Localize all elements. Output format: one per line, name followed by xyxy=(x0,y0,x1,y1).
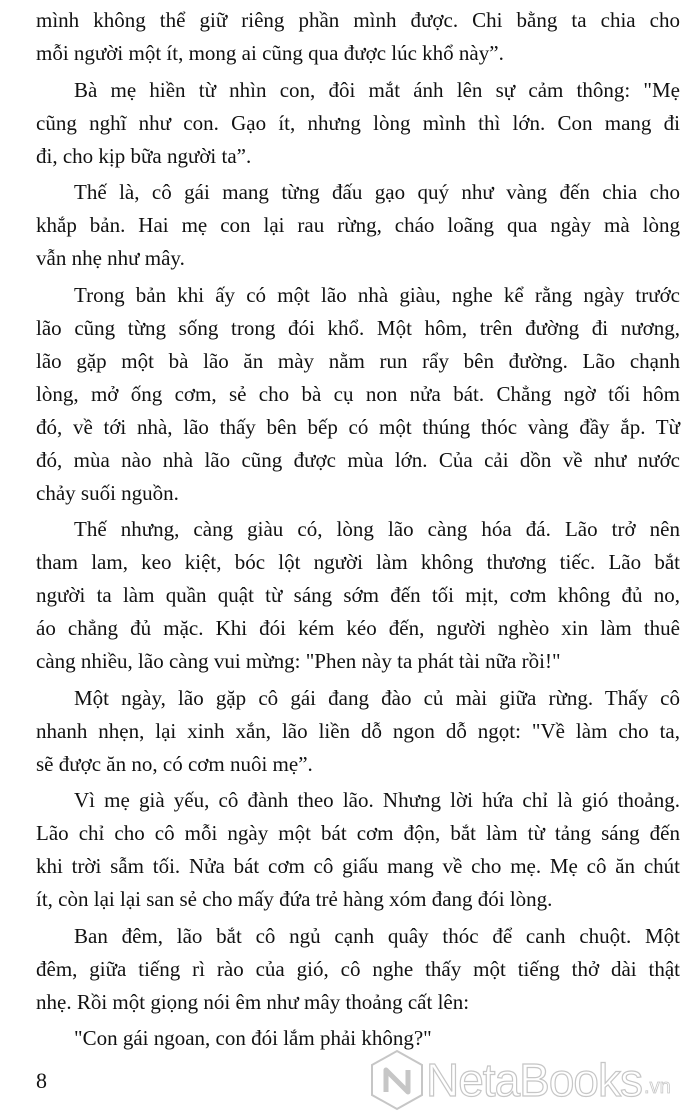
text-line: Lão chỉ cho cô mỗi ngày một bát cơm độn, bắt làm từ tảng sáng đến xyxy=(36,821,680,845)
text-line: Vì mẹ già yếu, cô đành theo lão. Nhưng lời hứa chỉ là gió thoảng. xyxy=(74,788,680,812)
text-line: nhẹ. Rồi một giọng nói êm như mây thoảng cất lên: xyxy=(36,989,470,1014)
netabooks-logo-icon xyxy=(368,1048,426,1112)
page-number: 8 xyxy=(36,1068,47,1093)
text-line: nhanh nhẹn, lại xinh xắn, lão liền dỗ ngon dỗ ngọt: "Về làm cho ta, xyxy=(36,718,680,743)
text-line: "Con gái ngoan, con đói lắm phải không?" xyxy=(74,1026,432,1050)
text-line: đó, mùa nào nhà lão cũng được mùa lớn. Của cải dồn về như nước xyxy=(36,447,680,472)
text-line: Thế nhưng, càng giàu có, lòng lão càng hóa đá. Lão trở nên xyxy=(74,517,680,541)
text-line: áo chẳng đủ mặc. Khi đói kém kéo đến, người nghèo xin làm thuê xyxy=(36,616,680,640)
watermark-tld: .vn xyxy=(644,1075,671,1098)
text-line: lòng, mở ống cơm, sẻ cho bà cụ non nửa bát. Chẳng ngờ tối hôm xyxy=(36,381,680,406)
paragraph xyxy=(36,74,680,173)
text-line: khi trời sẫm tối. Nửa bát cơm cô giấu mang về cho mẹ. Mẹ cô ăn chút xyxy=(36,854,680,878)
text-line: đi, cho kịp bữa người ta”. xyxy=(36,143,252,168)
text-line: Bà mẹ hiền từ nhìn con, đôi mắt ánh lên sự cảm thông: "Mẹ xyxy=(74,77,680,102)
paragraph xyxy=(36,682,680,781)
paragraph xyxy=(36,784,680,916)
paragraph xyxy=(36,920,680,1019)
text-line: chảy suối nguồn. xyxy=(36,480,179,505)
paragraph xyxy=(36,4,680,70)
text-line: lão cũng từng sống trong đói khổ. Một hôm, trên đường đi nương, xyxy=(36,315,680,340)
text-line: Ban đêm, lão bắt cô ngủ cạnh quây thóc để canh chuột. Một xyxy=(74,923,680,948)
text-line: càng nhiều, lão càng vui mừng: "Phen này ta phát tài nữa rồi!" xyxy=(36,649,561,673)
text-line: đó, về tới nhà, lão thấy bên bếp có một thúng thóc vàng đầy ắp. Từ xyxy=(36,414,680,439)
text-line: Thế là, cô gái mang từng đấu gạo quý như vàng đến chia cho xyxy=(74,180,680,204)
text-line: người ta làm quần quật từ sáng sớm đến tối mịt, cơm không đủ no, xyxy=(36,583,680,607)
text-line: đêm, giữa tiếng rì rào của gió, cô nghe thấy một tiếng thở dài thật xyxy=(36,956,680,981)
book-page-body xyxy=(36,4,680,1059)
text-line: sẽ được ăn no, có cơm nuôi mẹ”. xyxy=(36,751,313,776)
text-line: tham lam, keo kiệt, bóc lột người làm không thương tiếc. Lão bắt xyxy=(36,550,680,574)
text-line: cũng nghĩ như con. Gạo ít, nhưng lòng mình thì lớn. Con mang đi xyxy=(36,110,680,135)
paragraph xyxy=(36,279,680,510)
text-line: ít, còn lại lại san sẻ cho mấy đứa trẻ hàng xóm đang đói lòng. xyxy=(36,887,553,911)
text-line: mình không thể giữ riêng phần mình được. Chi bằng ta chia cho xyxy=(36,8,680,32)
text-line: Một ngày, lão gặp cô gái đang đào củ mài giữa rừng. Thấy cô xyxy=(74,685,680,710)
text-line: Trong bản khi ấy có một lão nhà giàu, nghe kể rằng ngày trước xyxy=(74,282,680,307)
text-line: mỗi người một ít, mong ai cũng qua được lúc khổ này”. xyxy=(36,41,504,65)
text-line: lão gặp một bà lão ăn mày nằm run rẩy bên đường. Lão chạnh xyxy=(36,348,680,373)
watermark-brand: NetaBooks xyxy=(426,1054,643,1106)
text-line: khắp bản. Hai mẹ con lại rau rừng, cháo loãng qua ngày mà lòng xyxy=(36,213,680,237)
text-line: vẫn nhẹ như mây. xyxy=(36,246,185,270)
paragraph xyxy=(36,176,680,275)
netabooks-watermark xyxy=(368,1048,671,1112)
paragraph xyxy=(36,513,680,678)
